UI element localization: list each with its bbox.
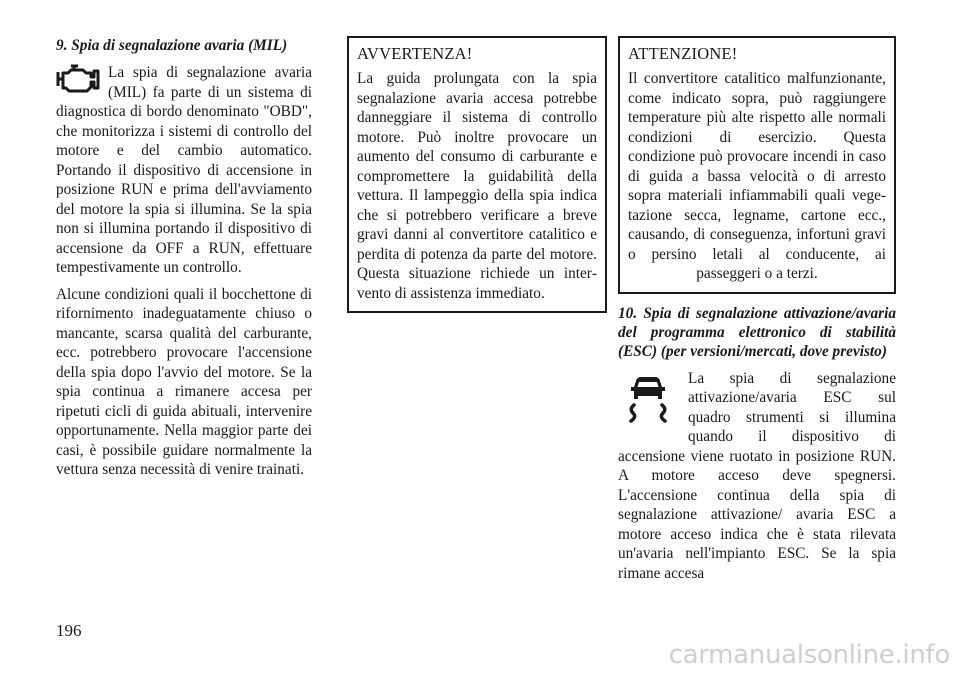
section-heading-esc: 10. Spia di segnalazione attivazione/avaria del programma elettronico di stabilità (ESC) (per versioni/mercati, dove previsto) [618, 304, 896, 360]
column-left [56, 36, 312, 487]
column-right [618, 36, 896, 590]
warning-box [347, 36, 607, 313]
warning-text: La guida prolungata con la spia segnalazione avaria accesa potrebbe danneggiare il sistema di controllo motore. Può inoltre provocare un aumento del consumo di carburante e compromettere la guidabilità della vettura. Il lampeggìo della spia indica che si potrebbero verificare a breve gravi danni al convertitore catalitico e perdita di potenza da parte del motore. Questa situazione richiede un intervento di assistenza immediato. [357, 70, 597, 302]
watermark: carmanualsonline.info [668, 640, 950, 670]
mil-description: La spia di segnalazione avaria (MIL) fa parte di un sistema di diagnostica di bordo denominato "OBD", che monitorizza i sistemi di controllo del motore e del cambio automatico. Portando il dispositivo di accensione in posizione RUN e prima dell'avviamento del motore la spia si illumina. Se la spia non si illumina portando il dispositivo di accensione da OFF a RUN, effettuare tempestivamente un controllo. [56, 64, 312, 276]
caution-text: Il convertitore catalitico malfunzionante, come indicato sopra, può raggiungere temperature più alte rispetto alle normali condizioni di esercizio. Questa condizione può provocare incendi in caso di guida a bassa velocità o di arresto sopra materiali infiammabili quali vegetazione secca, legname, cartone ecc., causando, di conseguenza, infortuni gravi o persino letali al conducente, ai passeggeri o a terzi. [628, 70, 886, 282]
caution-box [618, 36, 896, 294]
mil-conditions-text: Alcune condizioni quali il bocchettone di rifornimento inadeguatamente chiuso o mancante, scarsa qualità del carburante, ecc. potrebbero provocare l'accensione della spia dopo l'avvio del motore. Se la spia continua a rimanere accesa per ripetuti cicli di guida abituali, intervenire opportunamente. Nella maggior parte dei casi, è possibile guidare normalmente la vettura senza necessità di venire trainati. [56, 285, 312, 478]
esc-description: La spia di segnalazione attivazione/avaria ESC sul quadro strumenti si illumina quando il dispositivo di accensione viene ruotato in posizione RUN. A motore acceso deve spegnersi. L'accensione continua della spia di segnalazione attivazione/ avaria ESC a motore acceso indica che è stata rilevata un'avaria nell'impianto ESC. Se la spia rimane accesa [618, 369, 896, 582]
check-engine-icon [56, 63, 100, 100]
warning-title: AVVERTENZA! [357, 44, 473, 63]
caution-title: ATTENZIONE! [628, 44, 738, 63]
page-number: 196 [56, 621, 82, 640]
esc-skid-car-icon [622, 375, 674, 430]
section-heading-mil: 9. Spia di segnalazione avaria (MIL) [56, 37, 288, 54]
column-middle [347, 36, 607, 313]
